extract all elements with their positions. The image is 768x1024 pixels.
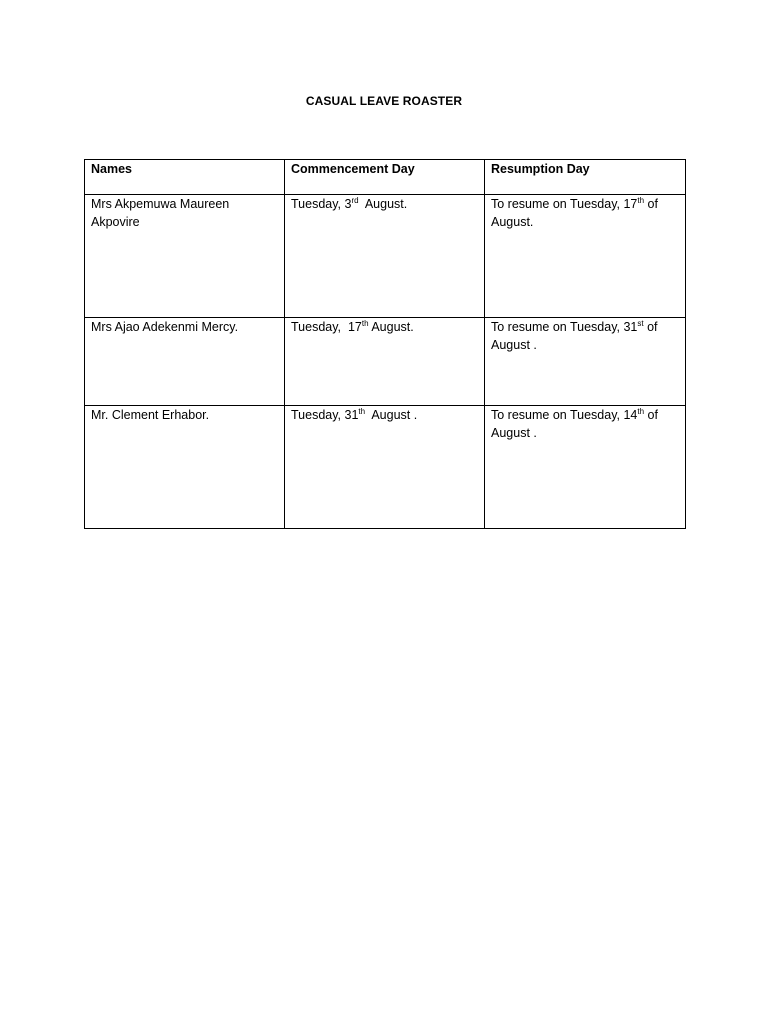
ordinal-suffix: th: [637, 407, 645, 416]
resumption-text: To resume on Tuesday, 17: [491, 197, 638, 211]
resumption-text: of: [644, 408, 658, 422]
ordinal-suffix: th: [358, 407, 366, 416]
page-title: CASUAL LEAVE ROASTER: [305, 94, 463, 108]
name-line: Mr. Clement Erhabor.: [91, 408, 210, 422]
name-line: Mrs Ajao Adekenmi Mercy.: [91, 320, 239, 334]
header-commencement-day: Commencement Day: [285, 160, 485, 195]
table-header-row: [85, 160, 686, 195]
resumption-cell: [485, 195, 686, 318]
resumption-text: August .: [491, 338, 537, 352]
ordinal-suffix: th: [637, 196, 645, 205]
table-row: [85, 318, 686, 406]
header-resumption-day: Resumption Day: [485, 160, 686, 195]
commencement-text: August .: [365, 408, 418, 422]
name-cell: [85, 318, 285, 406]
leave-roster-table: [84, 159, 686, 529]
name-line: Akpovire: [91, 215, 140, 229]
resumption-text: of: [643, 320, 658, 334]
resumption-text: To resume on Tuesday, 31: [491, 320, 638, 334]
commencement-cell: [285, 406, 485, 529]
commencement-text: August.: [368, 320, 414, 334]
commencement-cell: [285, 195, 485, 318]
resumption-text: To resume on Tuesday, 14: [491, 408, 638, 422]
ordinal-suffix: st: [637, 319, 644, 328]
header-names: Names: [85, 160, 285, 195]
table-row: [85, 195, 686, 318]
commencement-text: Tuesday, 17: [291, 320, 362, 334]
commencement-text: Tuesday, 3: [291, 197, 352, 211]
resumption-text: of: [644, 197, 658, 211]
commencement-cell: [285, 318, 485, 406]
commencement-text: August.: [358, 197, 408, 211]
resumption-text: August .: [491, 426, 537, 440]
name-cell: [85, 406, 285, 529]
name-cell: [85, 195, 285, 318]
resumption-cell: [485, 318, 686, 406]
ordinal-suffix: rd: [351, 196, 359, 205]
commencement-text: Tuesday, 31: [291, 408, 359, 422]
name-line: Mrs Akpemuwa Maureen: [91, 197, 230, 211]
table-row: [85, 406, 686, 529]
ordinal-suffix: th: [361, 319, 369, 328]
resumption-text: August.: [491, 215, 534, 229]
resumption-cell: [485, 406, 686, 529]
